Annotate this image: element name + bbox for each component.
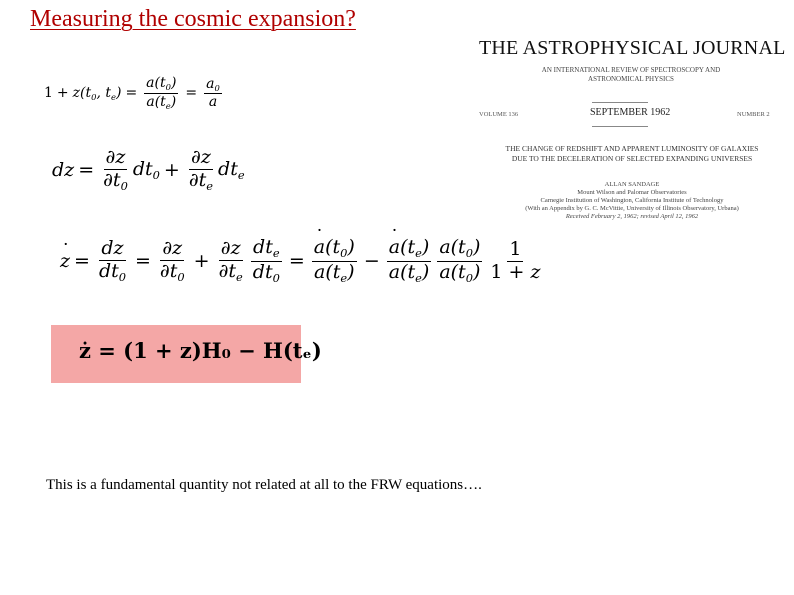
journal-date: SEPTEMBER 1962 [590, 107, 671, 118]
article-byline [502, 181, 762, 221]
article-author: ALLAN SANDAGE [604, 181, 660, 188]
article-affiliation-2: Carnegie Institution of Washington, California Institute of Technology [540, 197, 724, 204]
redshift-definition-equation: 1 + $z(t_0$, $t_e$) = $\frac{a(t_0)}{a(t_e)}$ = $\frac{a_0}{a}$ [44, 75, 220, 111]
journal-rule-bottom [592, 126, 648, 127]
highlighted-result-box [51, 325, 322, 383]
article-affiliation-1: Mount Wilson and Palomar Observatories [577, 189, 687, 196]
journal-rule-top [592, 102, 648, 103]
redshift-drift-derivation-equation: z ˙ = $\frac{dz}{dt_0}$ = $\frac{\partial z}{\partial t_0}$ + $\frac{\partial z}{\partial t_e}$ $\frac{dt_e}{dt_0}$ = $\frac{a ˙(t_0)}{a(t_e)}$ − $\frac{a ˙(t_e)}{a(t_e)}$ $\frac{a(t_0)}{a(t_0)}$ $\frac{1}{1 + z}$ [60, 238, 545, 285]
article-appendix: (With an Appendix by G. C. McVittie, University of Illinois Observatory, Urbana) [525, 205, 739, 212]
journal-name: THE ASTROPHYSICAL JOURNAL [479, 37, 786, 59]
slide-title: Measuring the cosmic expansion? [30, 6, 356, 32]
journal-number: NUMBER 2 [737, 111, 770, 118]
boxed-equation: ż = (1 + z)H₀ − H(tₑ) [79, 338, 322, 363]
journal-clipping-image [474, 34, 790, 230]
redshift-differential-equation: dz = $\frac{\partial z}{\partial t_0}$ $dt_0$ + $\frac{\partial z}{\partial t_e}$ $dt_e$ [52, 146, 245, 193]
journal-subtitle: AN INTERNATIONAL REVIEW OF SPECTROSCOPY AND ASTRONOMICAL PHYSICS [541, 66, 721, 83]
journal-volume: VOLUME 136 [479, 111, 519, 118]
slide-note: This is a fundamental quantity not related at all to the FRW equations…. [46, 477, 482, 493]
article-title: THE CHANGE OF REDSHIFT AND APPARENT LUMINOSITY OF GALAXIES DUE TO THE DECELERATION OF SELECTED EXPANDING UNIVERSES [505, 144, 759, 163]
article-received: Received February 2, 1962; revised April 12, 1962 [565, 213, 699, 220]
